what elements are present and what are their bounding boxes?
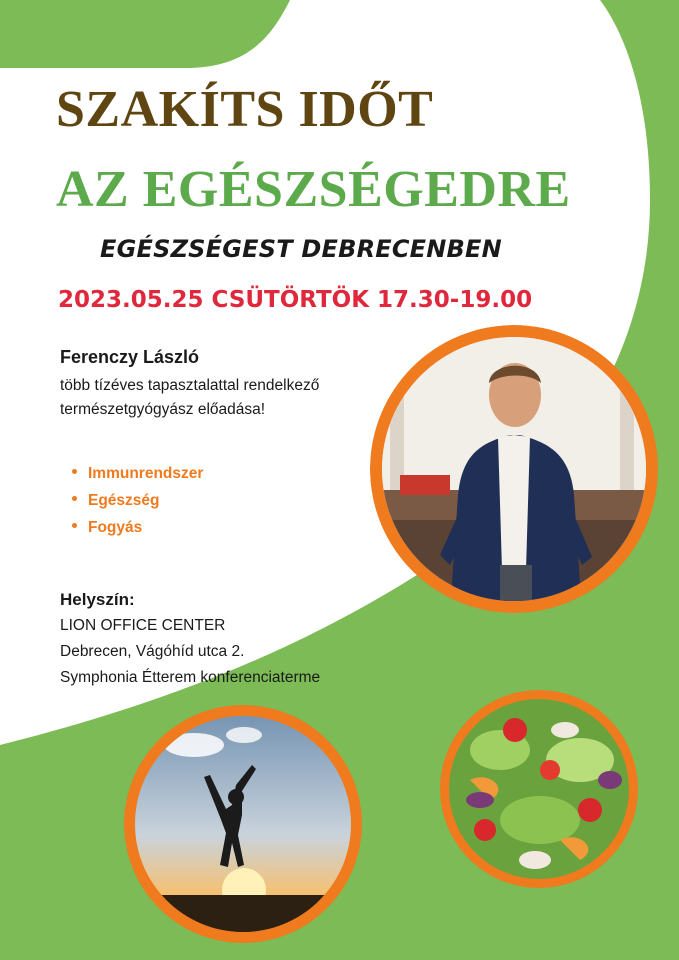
speaker-name: Ferenczy László xyxy=(60,347,200,367)
speaker-photo xyxy=(370,325,658,613)
speaker-description: több tízéves tapasztalattal rendelkező természetgyógyász előadása! xyxy=(60,377,320,418)
topic-item xyxy=(72,460,203,487)
headline-line-1: SZAKÍTS IDŐT xyxy=(56,81,434,138)
topic-label: Immunrendszer xyxy=(88,465,204,482)
venue-line: Debrecen, Vágóhíd utca 2. xyxy=(60,643,245,660)
bullet-icon xyxy=(72,523,77,528)
salad-bowl-photo xyxy=(440,690,638,888)
venue-line: LION OFFICE CENTER xyxy=(60,617,226,634)
venue-label: Helyszín: xyxy=(60,590,135,609)
venue-line: Symphonia Étterem konferenciaterme xyxy=(60,669,321,686)
venue-address xyxy=(60,613,320,691)
headline-line-2: AZ EGÉSZSÉGEDRE xyxy=(56,161,571,218)
topic-label: Fogyás xyxy=(88,519,143,536)
topic-item xyxy=(72,487,203,514)
jumping-person-sunset-photo xyxy=(124,705,362,943)
event-datetime: 2023.05.25 CSÜTÖRTÖK 17.30-19.00 xyxy=(58,287,533,313)
subtitle: EGÉSZSÉGEST DEBRECENBEN xyxy=(100,235,502,263)
bullet-icon xyxy=(72,469,77,474)
topic-list xyxy=(72,460,203,541)
topic-label: Egészség xyxy=(88,492,160,509)
bullet-icon xyxy=(72,496,77,501)
topic-item xyxy=(72,514,203,541)
